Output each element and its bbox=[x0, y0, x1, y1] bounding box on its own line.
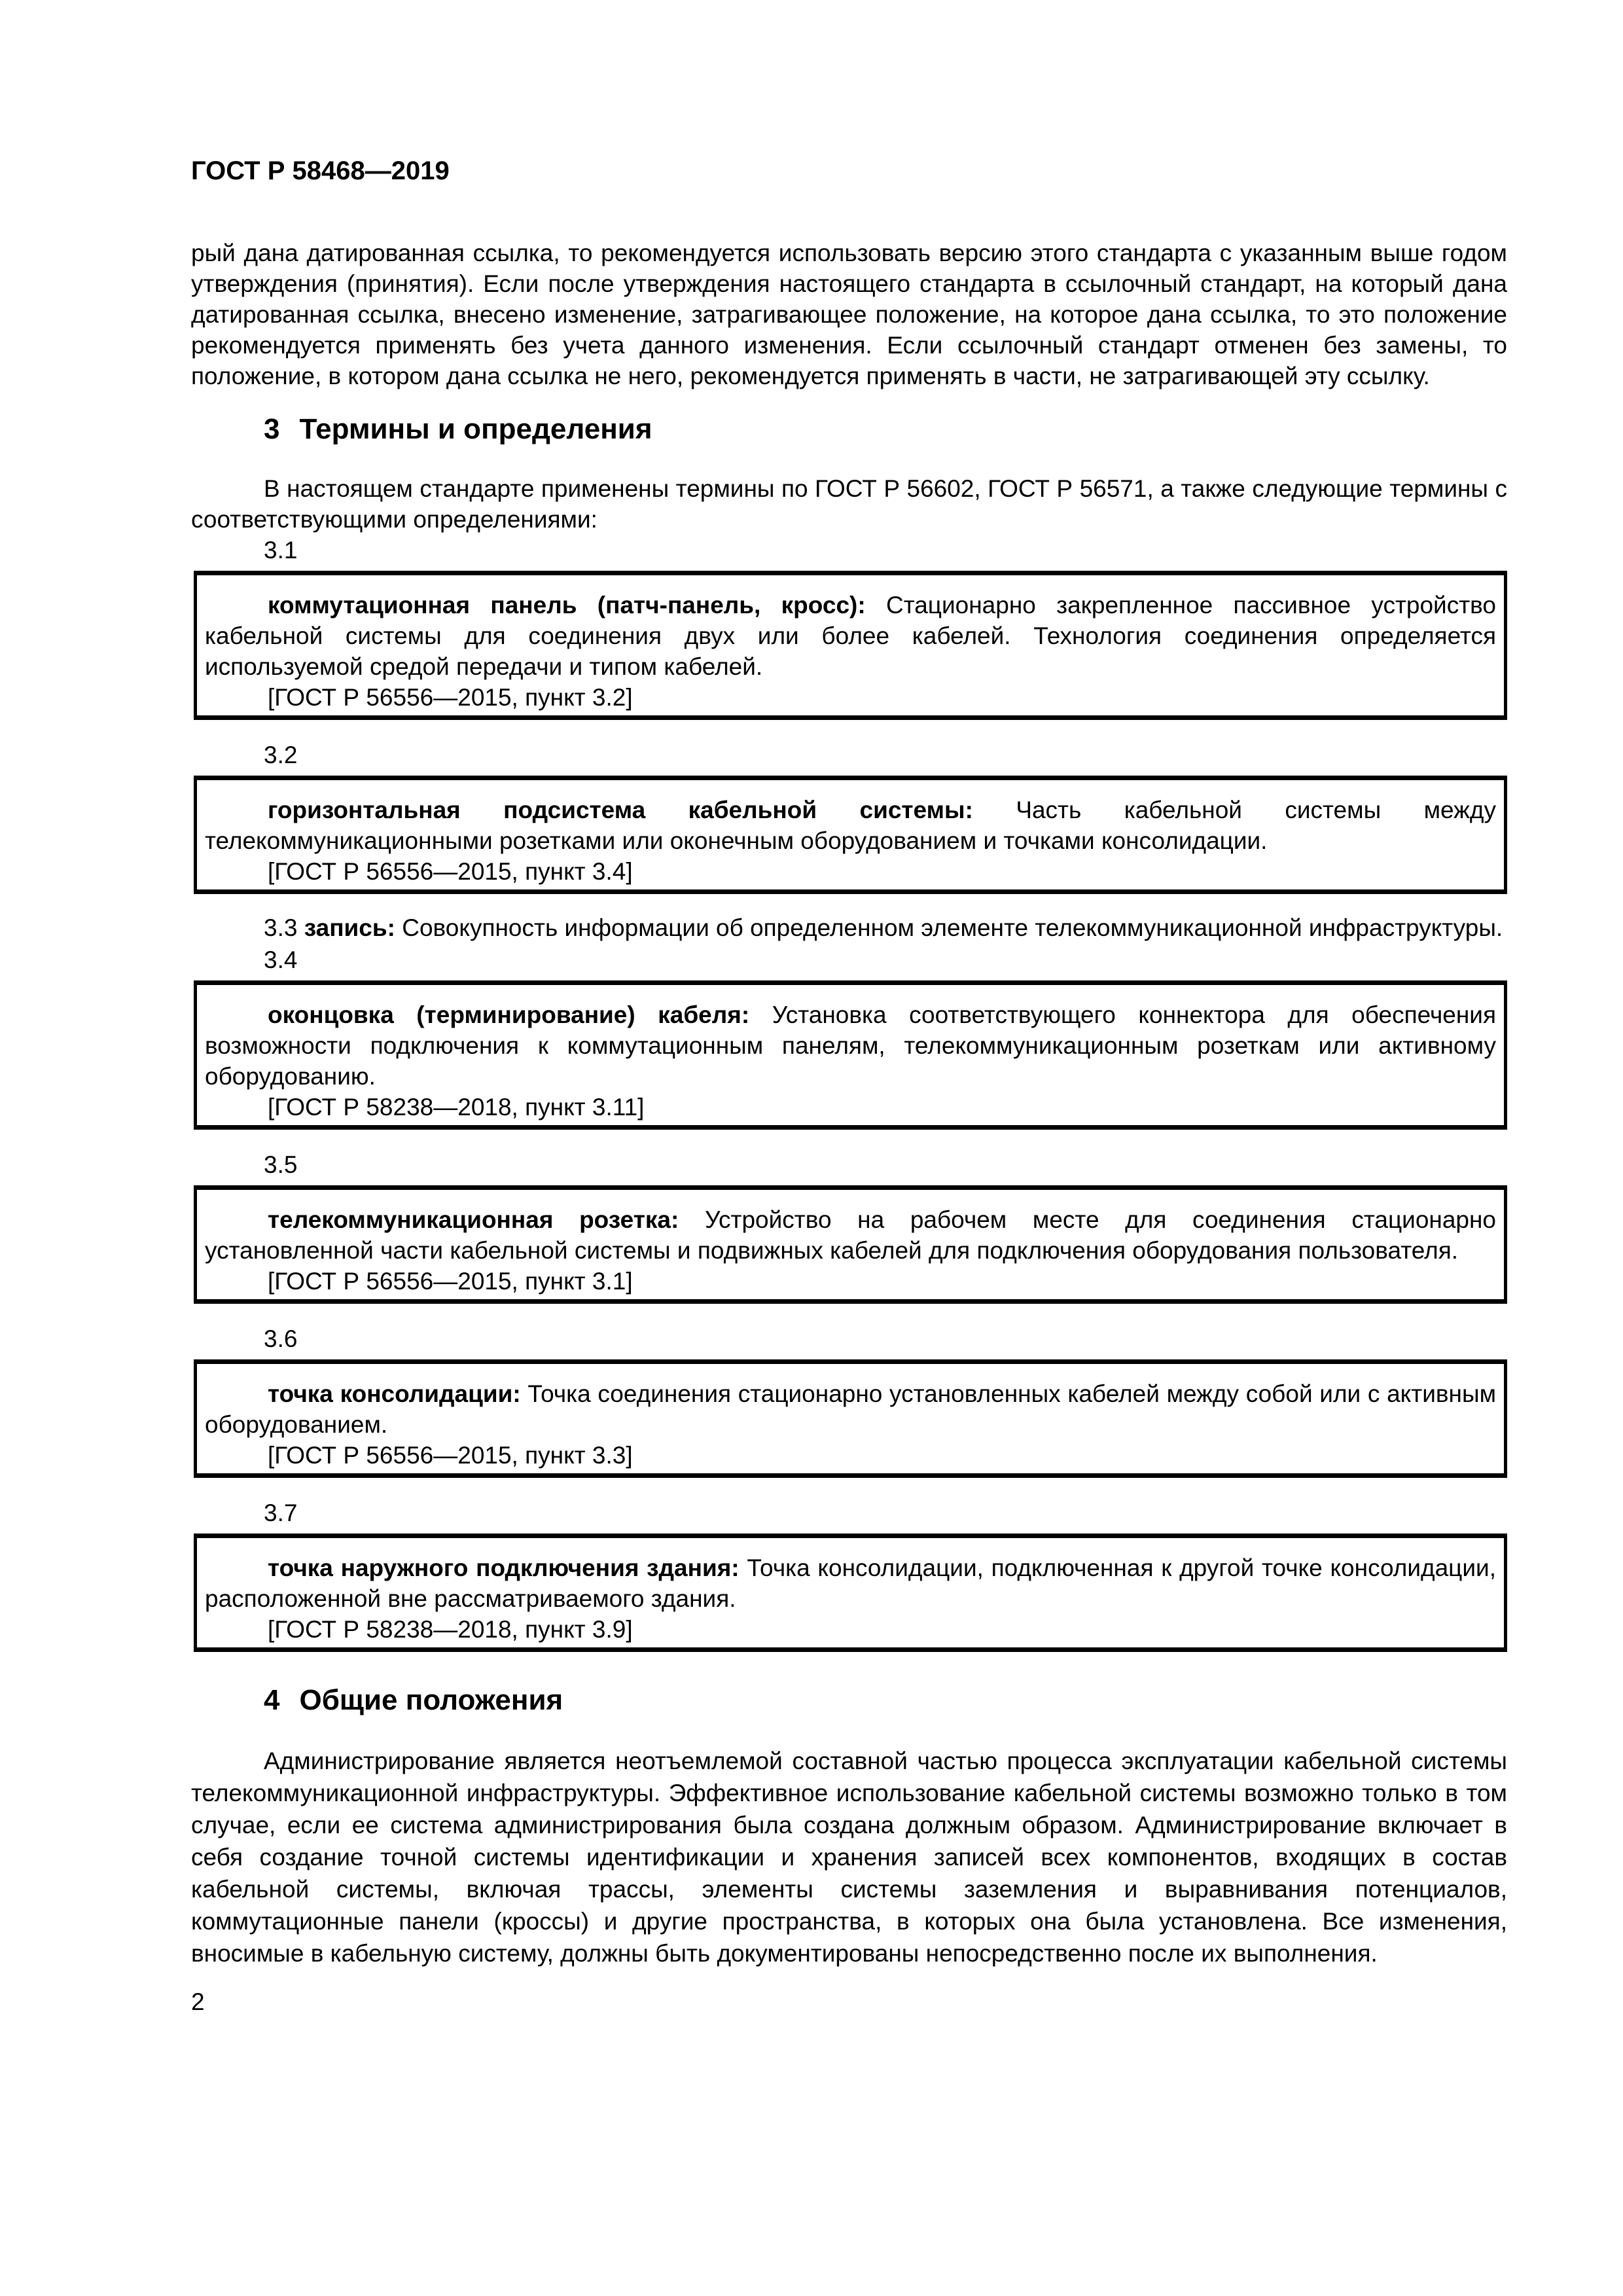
definition-line bbox=[205, 1378, 1496, 1440]
page-content bbox=[191, 156, 1507, 2017]
term-source: [ГОСТ Р 56556—2015, пункт 3.1] bbox=[268, 1268, 633, 1295]
section-4-title: Общие положения bbox=[299, 1684, 563, 1716]
term-name: точка наружного подключения здания: bbox=[268, 1554, 740, 1581]
term-definition: Точка соединения стационарно установленных кабелей между собой или с активным оборудованием. bbox=[205, 1380, 1497, 1438]
term-definition: Часть кабельной системы между телекоммуникационными розетками или оконечным оборудованием и точками консолидации. bbox=[205, 797, 1497, 854]
definition-box-3-1 bbox=[194, 571, 1507, 720]
term-number-3-1: 3.1 bbox=[264, 537, 298, 564]
paragraph-continuation: рый дана датированная ссылка, то рекомендуется использовать версию этого стандарта с указанным выше годом утверждения (принятия). Если после утверждения настоящего стандарта в ссылочный стандарт, на который дана датированная ссылка, внесено изменение, затрагивающее положение, на которое дана ссылка, то это положение рекомендуется применять без учета данного изменения. Если ссылочный стандарт отменен без замены, то положение, в котором дана ссылка не него, рекомендуется применять в части, не затрагивающей эту ссылку. bbox=[191, 240, 1507, 389]
definition-box-3-6 bbox=[194, 1359, 1507, 1478]
term-source: [ГОСТ Р 56556—2015, пункт 3.3] bbox=[268, 1442, 633, 1469]
term-name: запись: bbox=[304, 914, 395, 941]
term-inline-3-3 bbox=[191, 912, 1507, 943]
section-4-body: Администрирование является неотъемлемой составной частью процесса эксплуатации кабельной системы телекоммуникационной инфраструктуры. Эффективное использование кабельной системы возможно только в том случае, если ее система администрирования была создана должным образом. Администрирование включает в себя создание точной системы идентификации и хранения записей всех компонентов, входящих в состав кабельной системы, включая трассы, элементы системы заземления и выравнивания потенциалов, коммутационные панели (кроссы) и другие пространства, в которых она была установлена. Все изменения, вносимые в кабельную систему, должны быть документированы непосредственно после их выполнения. bbox=[191, 1748, 1507, 1967]
section-4-heading bbox=[191, 1683, 1507, 1717]
definition-line bbox=[205, 999, 1496, 1092]
term-source: [ГОСТ Р 58238—2018, пункт 3.11] bbox=[268, 1094, 645, 1121]
running-header: ГОСТ Р 58468—2019 bbox=[191, 156, 450, 185]
term-number-3-7: 3.7 bbox=[264, 1499, 298, 1526]
term-number-3-5: 3.5 bbox=[264, 1151, 298, 1178]
term-source: [ГОСТ Р 58238—2018, пункт 3.9] bbox=[268, 1616, 633, 1643]
definition-box-3-4 bbox=[194, 980, 1507, 1130]
definition-line bbox=[205, 795, 1496, 856]
term-number: 3.3 bbox=[264, 914, 298, 941]
section-3-title: Термины и определения bbox=[299, 413, 652, 445]
term-name: горизонтальная подсистема кабельной системы: bbox=[268, 797, 973, 823]
term-name: коммутационная панель (патч-панель, кросс): bbox=[268, 592, 866, 619]
definition-line bbox=[205, 590, 1496, 682]
term-number-3-6: 3.6 bbox=[264, 1325, 298, 1352]
definition-box-3-5 bbox=[194, 1185, 1507, 1304]
term-definition: Устройство на рабочем месте для соединения стационарно установленной части кабельной системы и подвижных кабелей для подключения оборудования пользователя. bbox=[205, 1206, 1496, 1264]
term-definition: Установка соответствующего коннектора для обеспечения возможности подключения к коммутационным панелям, телекоммуникационным розеткам или активному оборудованию. bbox=[205, 1001, 1496, 1090]
term-name: оконцовка (терминирование) кабеля: bbox=[268, 1001, 750, 1028]
section-3-heading bbox=[191, 412, 1507, 446]
page-number: 2 bbox=[191, 1988, 205, 2015]
term-definition: Точка консолидации, подключенная к другой точке консолидации, расположенной вне рассматриваемого здания. bbox=[205, 1554, 1496, 1612]
term-source: [ГОСТ Р 56556—2015, пункт 3.2] bbox=[268, 684, 633, 711]
section-3-lead: В настоящем стандарте применены термины по ГОСТ Р 56602, ГОСТ Р 56571, а также следующие термины с соответствующими определениями: bbox=[191, 475, 1507, 533]
term-number-3-2: 3.2 bbox=[264, 742, 298, 768]
term-name: точка консолидации: bbox=[268, 1380, 521, 1407]
section-3-number: 3 bbox=[264, 413, 280, 445]
term-definition: Совокупность информации об определенном элементе телекоммуникационной инфраструктуры. bbox=[395, 914, 1503, 941]
term-number-3-4: 3.4 bbox=[264, 946, 298, 973]
term-definition: Стационарно закрепленное пассивное устройство кабельной системы для соединения двух или более кабелей. Технология соединения определяется используемой средой передачи и типом кабелей. bbox=[205, 592, 1496, 680]
term-source: [ГОСТ Р 56556—2015, пункт 3.4] bbox=[268, 858, 633, 885]
definition-box-3-2 bbox=[194, 776, 1507, 894]
definition-line bbox=[205, 1552, 1496, 1614]
definition-box-3-7 bbox=[194, 1534, 1507, 1652]
definition-line bbox=[205, 1204, 1496, 1266]
section-4-number: 4 bbox=[264, 1684, 280, 1716]
term-name: телекоммуникационная розетка: bbox=[268, 1206, 679, 1233]
